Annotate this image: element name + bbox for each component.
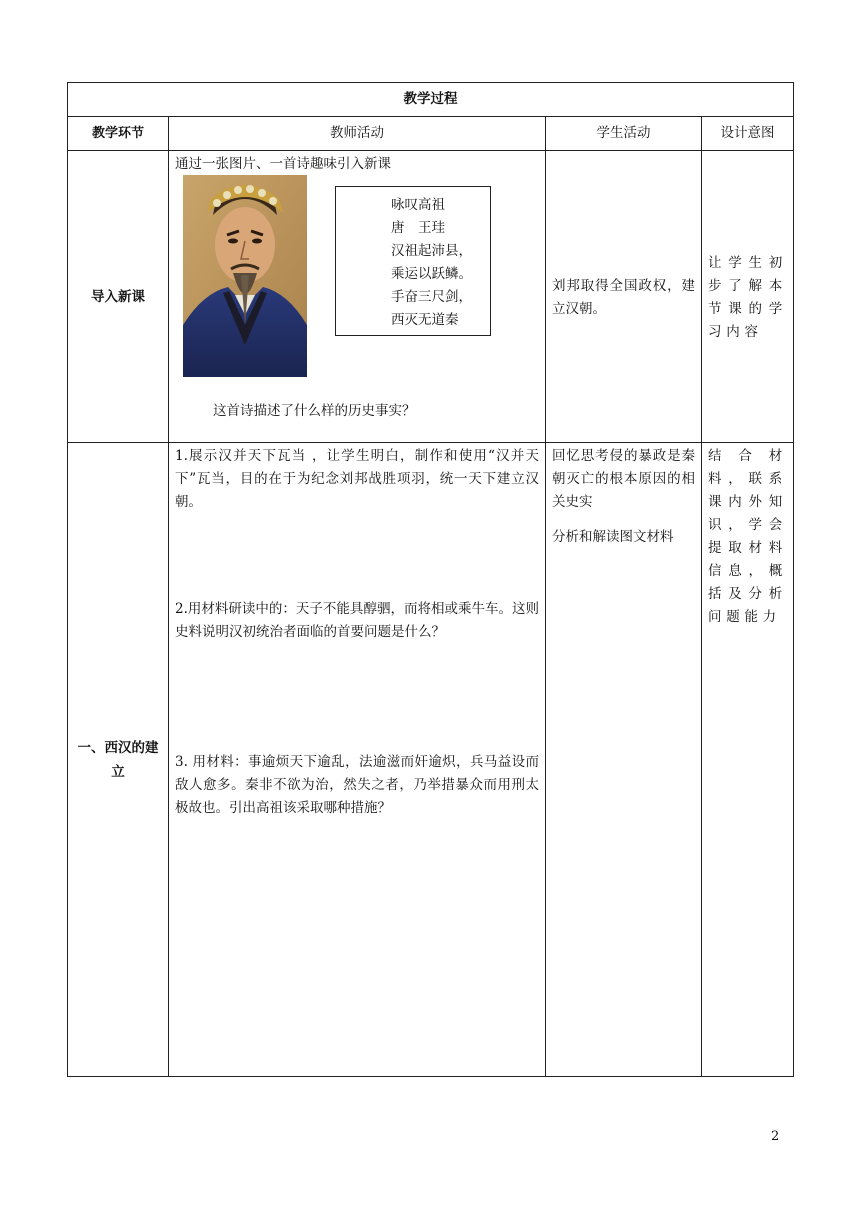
- intent-text-intro: 让学生初步了解本节课的学习内容: [708, 254, 787, 340]
- student-item-1: 回忆思考侵的暴政是秦朝灭亡的根本原因的相关史实: [552, 448, 695, 510]
- header-teacher: 教师活动: [169, 117, 546, 151]
- stage-section1-line: 一、西汉的建: [77, 739, 159, 756]
- stage-section1-line: 立: [111, 763, 125, 780]
- student-activity-intro: [546, 151, 702, 443]
- teacher-item-1: 1.展示汉并天下瓦当 ，让学生明白，制作和使用“汉并天下”瓦当，目的在于为纪念刘邦战胜项羽，统一天下建立汉朝。: [175, 448, 539, 510]
- table-row: [68, 151, 794, 443]
- teacher-item-3: 3. 用材料：事逾烦天下逾乱，法逾滋而奸逾炽，兵马益设而敌人愈多。秦非不欲为治，然失之者，乃举措暴众而用刑太极故也。引出高祖该采取哪种措施？: [175, 754, 539, 816]
- poem-author: 唐 王珪: [391, 220, 445, 236]
- table-title-row: [68, 83, 794, 117]
- header-row: [68, 117, 794, 151]
- student-item-2: 分析和解读图文材料: [552, 529, 674, 545]
- header-intent: 设计意图: [702, 117, 794, 151]
- page-number: 2: [771, 1129, 780, 1144]
- poem-line: 乘运以跃鳞。: [391, 266, 472, 282]
- student-activity-section1: [546, 443, 702, 1077]
- table-row: [68, 443, 794, 1077]
- stage-section1: [68, 443, 169, 1077]
- teacher-item-2: 2.用材料研读中的：天子不能具醇驷，而将相或乘牛车。这则史料说明汉初统治者面临的首要问题是什么？: [175, 601, 539, 640]
- intro-lead-text: 通过一张图片、一首诗趣味引入新课: [175, 156, 391, 172]
- intent-text-section1: 结合材料，联系课内外知识，学会提取材料信息，概括及分析问题能力: [708, 448, 787, 625]
- header-student: 学生活动: [546, 117, 702, 151]
- design-intent-section1: [702, 443, 794, 1077]
- poem-line: 汉祖起沛县，: [391, 243, 472, 259]
- student-text-intro: 刘邦取得全国政权，建立汉朝。: [552, 277, 695, 317]
- poem-line: 西灭无道秦: [391, 312, 459, 328]
- emperor-portrait-image: [183, 175, 307, 377]
- design-intent-intro: [702, 151, 794, 443]
- poem-line: 手奋三尺剑，: [391, 289, 472, 305]
- stage-intro: 导入新课: [68, 151, 169, 443]
- teacher-activity-intro: [169, 151, 546, 443]
- poem-title: 咏叹高祖: [391, 197, 445, 213]
- teacher-activity-section1: [169, 443, 546, 1077]
- lesson-plan-table: [67, 82, 794, 1077]
- poem-box: [335, 186, 491, 336]
- header-stage: 教学环节: [68, 117, 169, 151]
- table-title: 教学过程: [68, 83, 794, 117]
- intro-question: 这首诗描述了什么样的历史事实？: [213, 403, 416, 419]
